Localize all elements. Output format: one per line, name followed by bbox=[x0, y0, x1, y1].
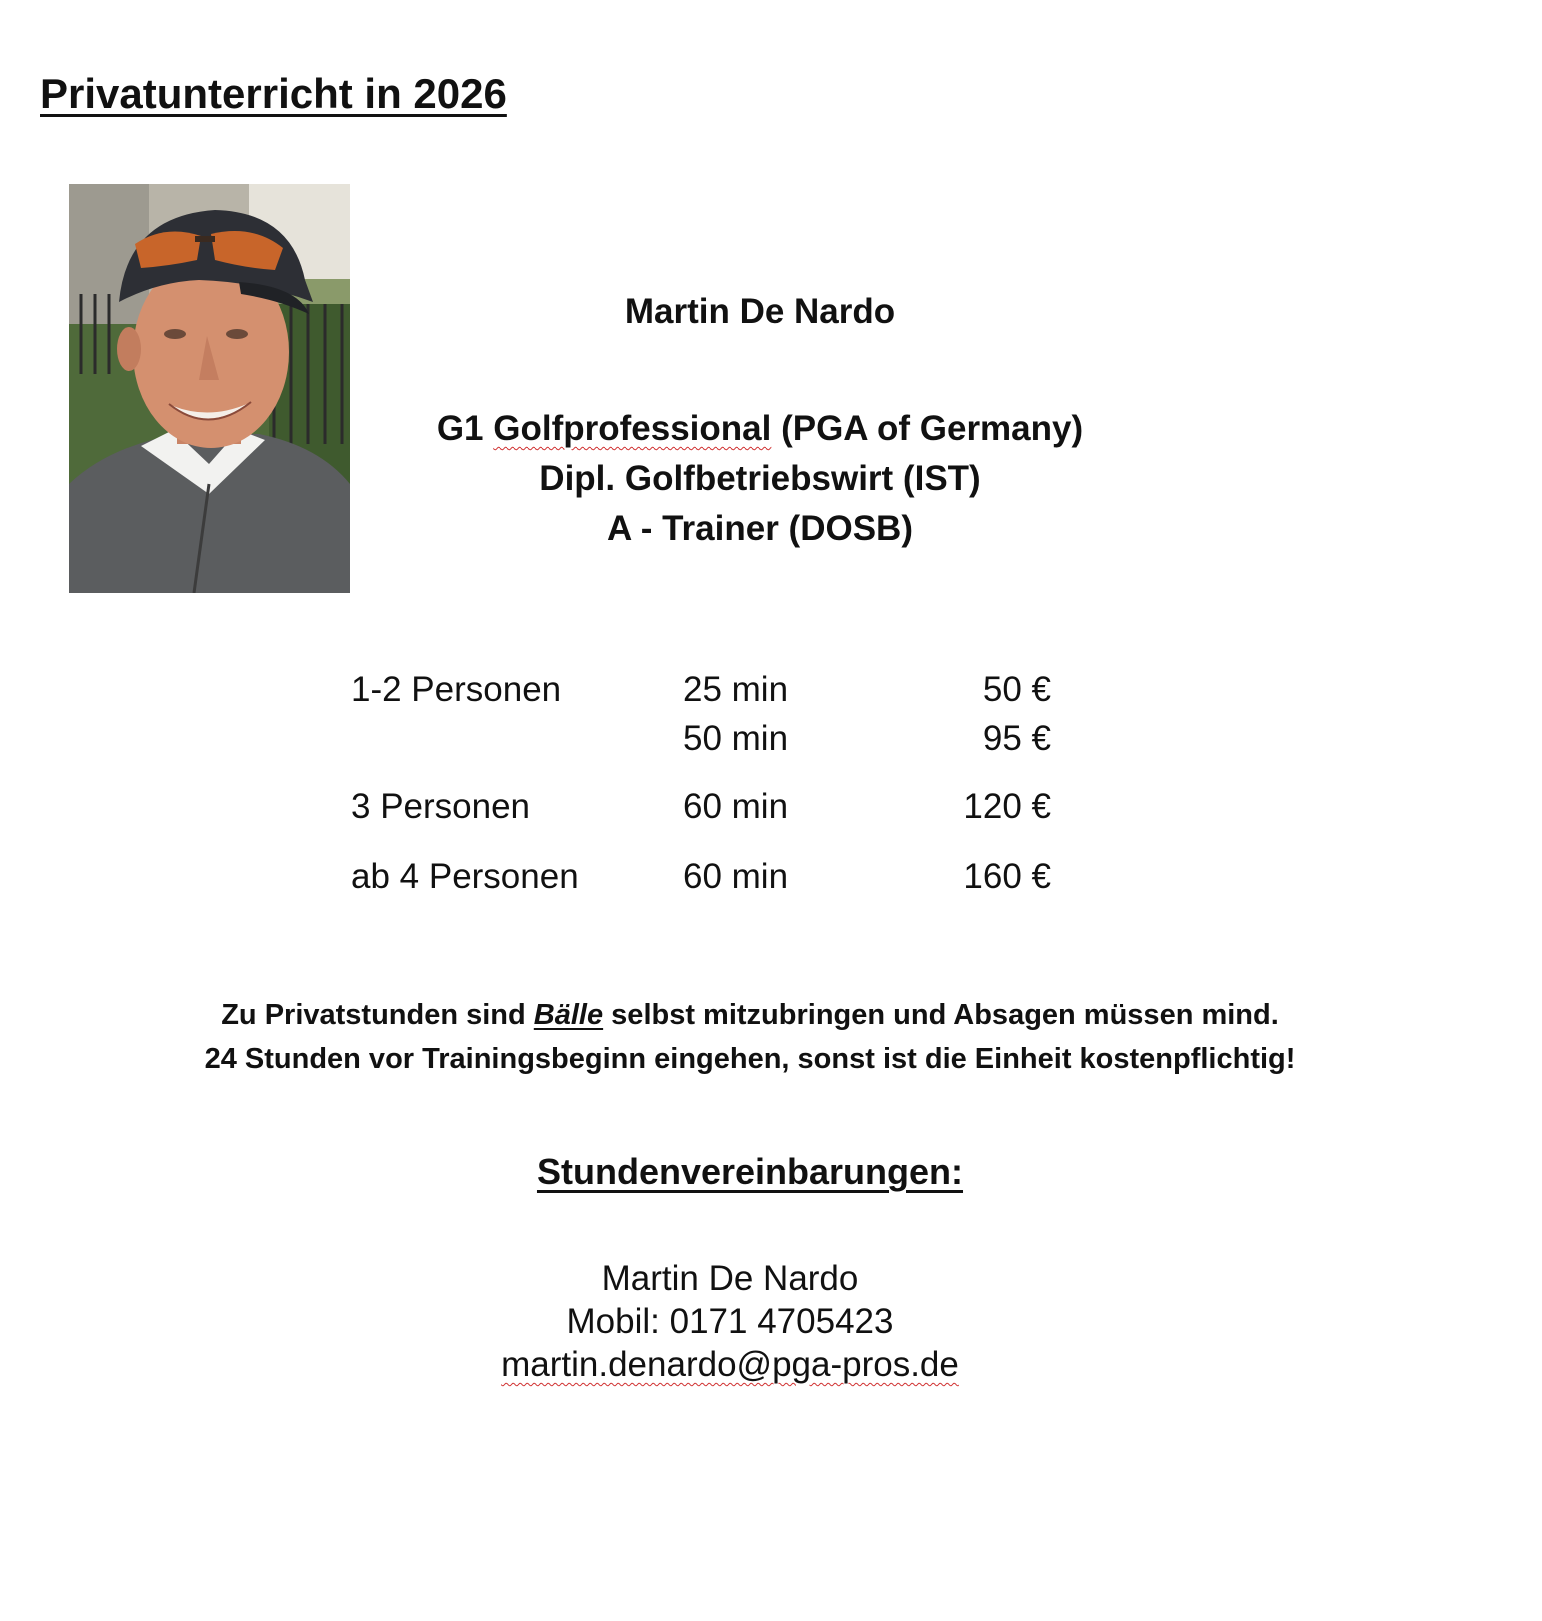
page-title: Privatunterricht in 2026 bbox=[40, 70, 507, 117]
qualification-dosb: A - Trainer (DOSB) bbox=[607, 509, 913, 548]
contact-email-text[interactable]: martin.denardo@pga-pros.de bbox=[501, 1345, 959, 1384]
price-row bbox=[351, 857, 1051, 901]
qualification-ist: Dipl. Golfbetriebswirt (IST) bbox=[539, 459, 981, 498]
notice-part-1: Zu Privatstunden sind bbox=[221, 999, 534, 1031]
notice-part-2: selbst mitzubringen und Absagen müssen mind. bbox=[603, 999, 1279, 1031]
price-amount: 95 € bbox=[982, 719, 1051, 758]
price-duration: 50 min bbox=[683, 719, 789, 758]
price-row bbox=[351, 719, 1051, 763]
price-row bbox=[351, 670, 1051, 714]
trainer-info bbox=[360, 292, 1160, 554]
price-row bbox=[351, 787, 1051, 831]
price-persons: ab 4 Personen bbox=[351, 857, 579, 896]
contact-phone[interactable]: Mobil: 0171 4705423 bbox=[566, 1302, 894, 1341]
notice-line-2: 24 Stunden vor Trainingsbeginn eingehen, sonst ist die Einheit kostenpflichtig! bbox=[204, 1043, 1296, 1075]
price-amount: 50 € bbox=[982, 670, 1051, 709]
price-persons: 3 Personen bbox=[351, 787, 531, 826]
contact-name: Martin De Nardo bbox=[601, 1259, 859, 1298]
contact-block bbox=[330, 1257, 1130, 1386]
price-duration: 25 min bbox=[683, 670, 789, 709]
notice-line-1 bbox=[60, 993, 1440, 1037]
booking-heading: Stundenvereinbarungen: bbox=[536, 1151, 964, 1192]
qualification-pga-suffix: (PGA of Germany) bbox=[771, 409, 1084, 448]
price-amount: 120 € bbox=[963, 787, 1051, 826]
contact-email[interactable] bbox=[330, 1343, 1130, 1386]
trainer-name: Martin De Nardo bbox=[624, 292, 896, 331]
notice-balls: Bälle bbox=[533, 999, 604, 1031]
price-amount: 160 € bbox=[963, 857, 1051, 896]
trainer-photo bbox=[69, 184, 350, 593]
price-duration: 60 min bbox=[683, 857, 789, 896]
price-duration: 60 min bbox=[683, 787, 789, 826]
qualification-pga-word: Golfprofessional bbox=[493, 409, 772, 448]
qualification-pga bbox=[360, 404, 1160, 454]
cancellation-notice bbox=[60, 993, 1440, 1081]
price-persons: 1-2 Personen bbox=[351, 670, 562, 709]
qualification-pga-prefix: G1 bbox=[436, 409, 494, 448]
